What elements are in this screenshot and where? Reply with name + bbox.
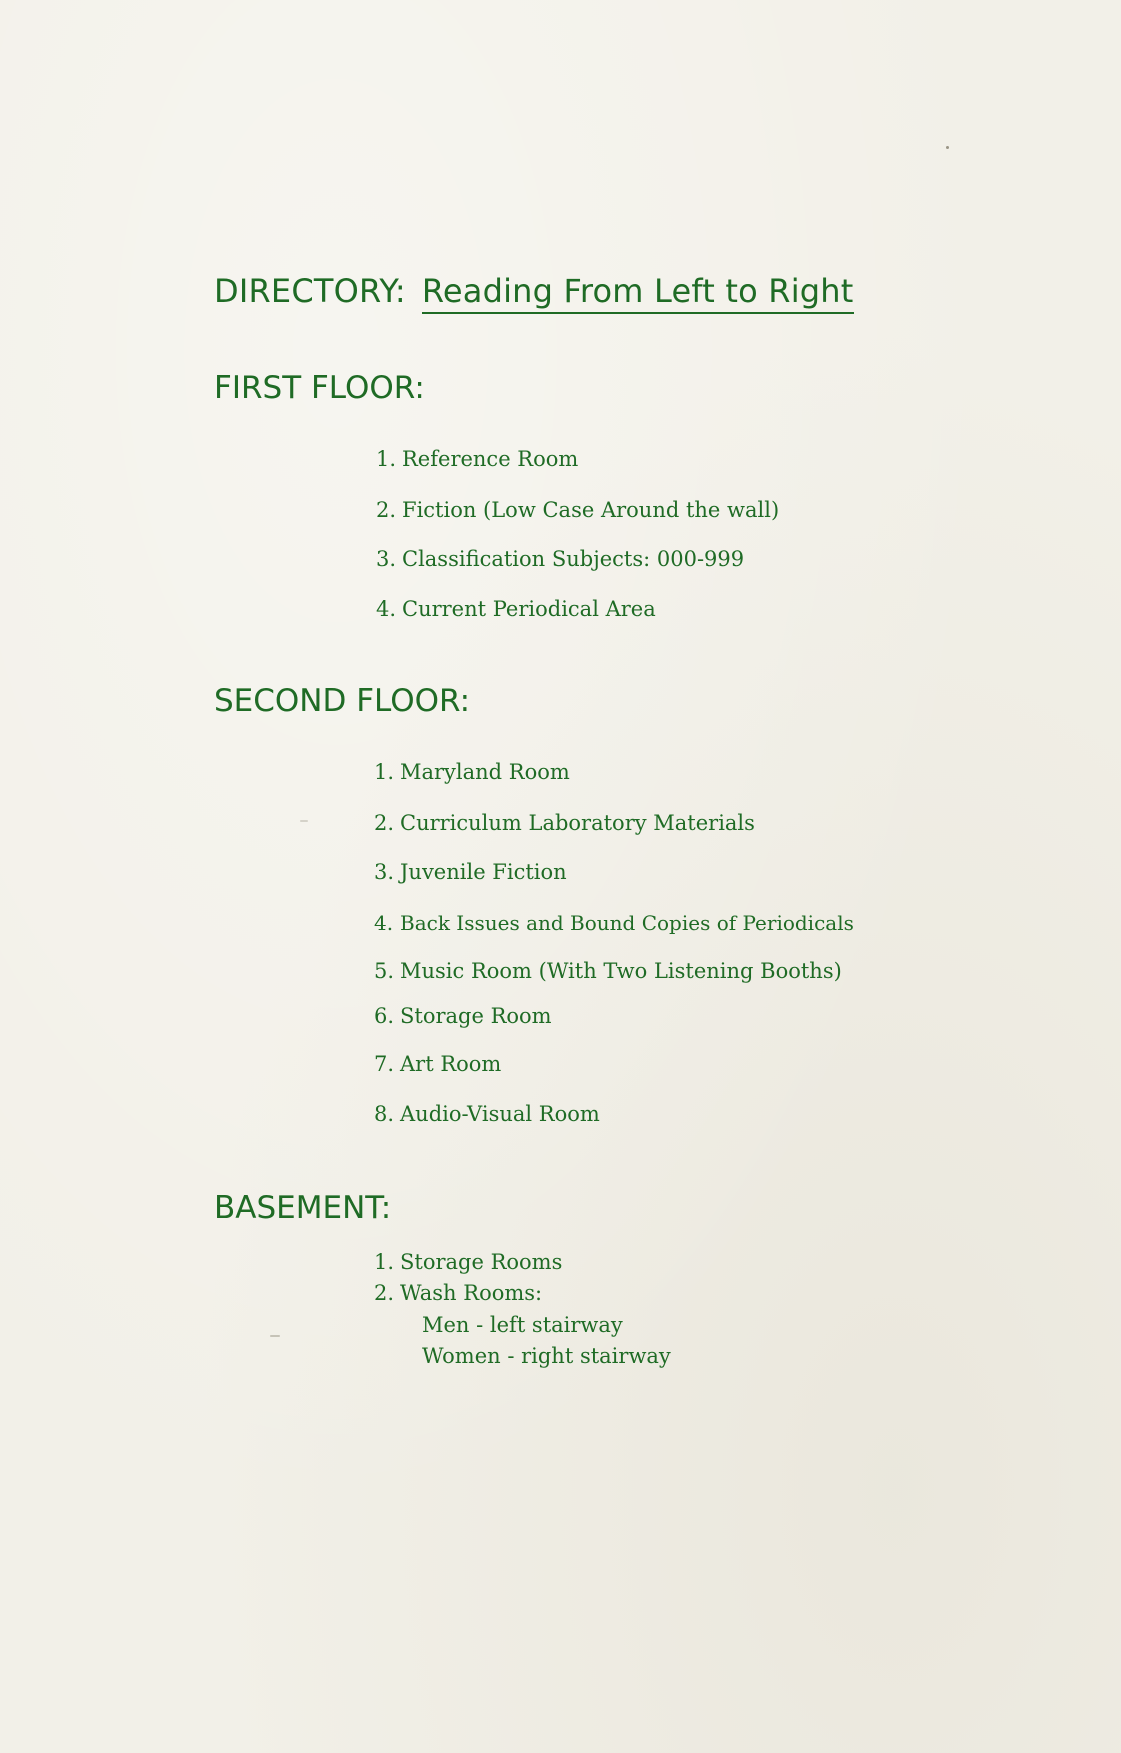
item-number: 1.	[374, 760, 395, 784]
item-text: Back Issues and Bound Copies of Periodicals	[400, 911, 854, 935]
basement-heading: BASEMENT:	[214, 1190, 392, 1226]
item-text: Art Room	[400, 1052, 502, 1076]
item-number: 2.	[374, 1281, 395, 1305]
item-number: 3.	[376, 547, 397, 571]
list-item	[374, 911, 854, 935]
item-number: 2.	[376, 498, 397, 522]
paper-speck	[946, 146, 949, 149]
list-item	[376, 547, 744, 571]
item-number: 1.	[376, 447, 397, 471]
item-text: Audio-Visual Room	[400, 1102, 600, 1126]
item-text: Classification Subjects: 000-999	[402, 547, 745, 571]
item-number: 7.	[374, 1052, 395, 1076]
list-item	[376, 597, 656, 621]
paper-speck	[300, 820, 308, 822]
item-text: Storage Room	[400, 1004, 552, 1028]
list-item	[376, 498, 779, 522]
item-number: 1.	[374, 1250, 395, 1274]
item-number: 2.	[374, 811, 395, 835]
item-number: 8.	[374, 1102, 395, 1126]
item-text: Current Periodical Area	[402, 597, 656, 621]
item-text: Music Room (With Two Listening Booths)	[400, 959, 842, 983]
item-number: 6.	[374, 1004, 395, 1028]
directory-title	[214, 272, 854, 314]
item-number: 5.	[374, 959, 395, 983]
item-number: 3.	[374, 860, 395, 884]
second-floor-heading: SECOND FLOOR:	[214, 683, 471, 719]
list-item	[374, 760, 570, 784]
list-item	[374, 1004, 552, 1028]
item-number: 4.	[374, 911, 394, 935]
list-item	[376, 447, 578, 471]
list-item	[374, 1102, 600, 1126]
item-text: Curriculum Laboratory Materials	[400, 811, 755, 835]
item-text: Reference Room	[402, 447, 579, 471]
paper-speck	[270, 1335, 280, 1337]
item-text: Juvenile Fiction	[400, 860, 567, 884]
first-floor-heading: FIRST FLOOR:	[214, 370, 425, 406]
directory-subtitle: Reading From Left to Right	[422, 272, 854, 314]
wash-room-women: Women - right stairway	[422, 1344, 671, 1368]
item-text: Storage Rooms	[400, 1250, 563, 1274]
list-item	[374, 1281, 542, 1305]
list-item	[374, 860, 567, 884]
item-text: Fiction (Low Case Around the wall)	[402, 498, 780, 522]
list-item	[374, 811, 755, 835]
list-item	[374, 959, 842, 983]
item-number: 4.	[376, 597, 397, 621]
list-item	[374, 1250, 562, 1274]
wash-room-men: Men - left stairway	[422, 1313, 623, 1337]
item-text: Wash Rooms:	[400, 1281, 543, 1305]
list-item	[374, 1052, 501, 1076]
item-text: Maryland Room	[400, 760, 570, 784]
directory-label: DIRECTORY:	[214, 272, 406, 310]
